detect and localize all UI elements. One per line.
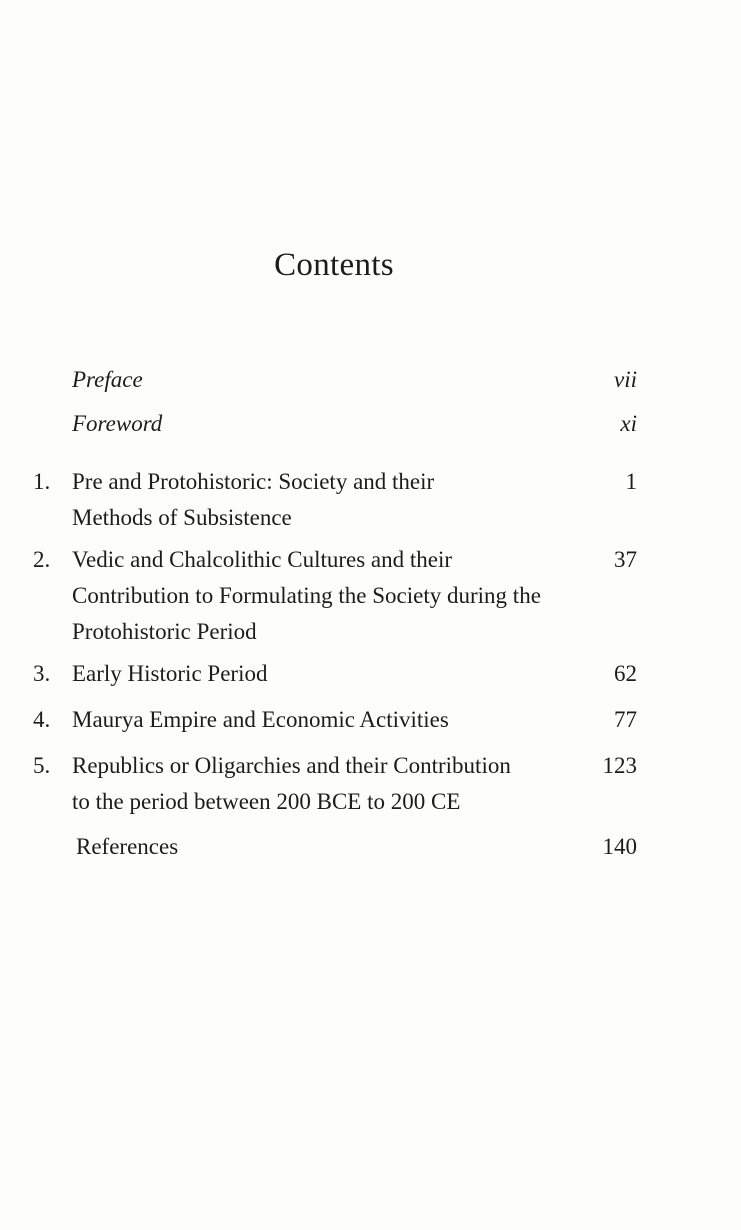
toc-entry-label: References [76, 834, 179, 859]
toc-page-number: 62 [614, 661, 637, 686]
chapter-title [72, 702, 592, 738]
chapter-title [72, 464, 592, 536]
toc-page-number: 123 [602, 753, 637, 778]
chapter-title-line: Republics or Oligarchies and their Contribution [72, 753, 511, 778]
chapter-number: 3. [33, 661, 51, 686]
chapter-title-line: to the period between 200 BCE to 200 CE [72, 789, 461, 814]
chapter-title-line: Pre and Protohistoric: Society and their [72, 469, 435, 494]
chapter-title [72, 542, 592, 650]
toc-page-number: vii [614, 367, 637, 392]
toc-page-number: 37 [614, 547, 637, 572]
chapter-title [72, 656, 592, 692]
chapter-title-line: Vedic and Chalcolithic Cultures and their [72, 547, 453, 572]
chapter-number: 2. [33, 547, 51, 572]
toc-page-number: 77 [614, 707, 637, 732]
chapter-number: 1. [33, 469, 51, 494]
chapter-number: 4. [33, 707, 51, 732]
chapter-number: 5. [33, 753, 51, 778]
page-title: Contents [274, 247, 394, 283]
toc-entry-label: Preface [72, 367, 143, 392]
chapter-title-line: Early Historic Period [72, 661, 268, 686]
chapter-title-line: Maurya Empire and Economic Activities [72, 707, 449, 732]
chapter-title-line: Methods of Subsistence [72, 505, 292, 530]
toc-page-number: 1 [625, 469, 637, 494]
chapter-title-line: Contribution to Formulating the Society during the [72, 583, 541, 608]
toc-page-number: xi [620, 411, 637, 436]
toc-entry-label: Foreword [72, 411, 163, 436]
chapter-title [72, 748, 592, 820]
chapter-title-line: Protohistoric Period [72, 619, 257, 644]
toc-page-number: 140 [602, 834, 637, 859]
